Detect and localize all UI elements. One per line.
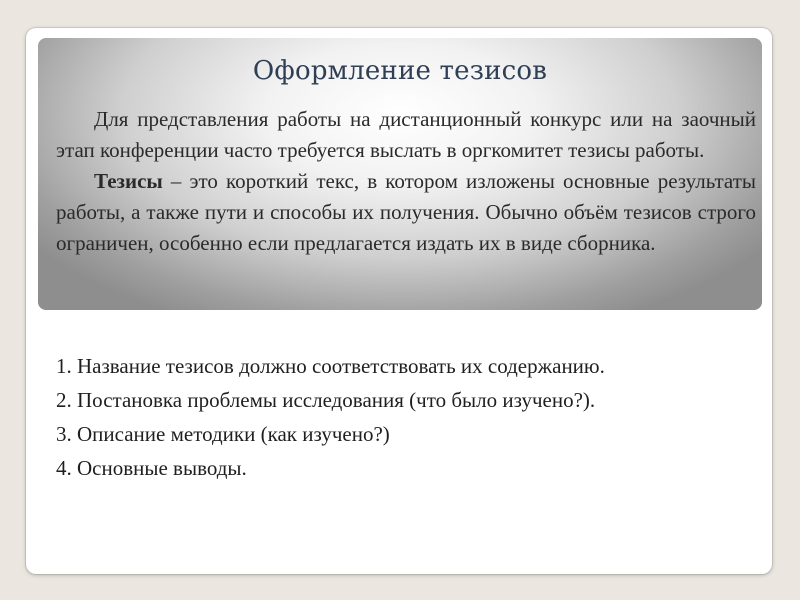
term-theses: Тезисы bbox=[94, 169, 163, 193]
list-item: 1. Название тезисов должно соответствовать их содержанию. bbox=[56, 354, 605, 378]
slide-body bbox=[56, 104, 756, 259]
list-item: 3. Описание методики (как изучено?) bbox=[56, 422, 390, 446]
paragraph-2 bbox=[56, 166, 756, 259]
paragraph-1: Для представления работы на дистанционный конкурс или на заочный этап конференции часто требуется выслать в оргкомитет тезисы работы. bbox=[56, 107, 756, 162]
list-item: 4. Основные выводы. bbox=[56, 456, 247, 480]
requirements-list bbox=[56, 349, 756, 485]
slide-title: Оформление тезисов bbox=[252, 56, 548, 86]
list-item: 2. Постановка проблемы исследования (что было изучено?). bbox=[56, 388, 596, 412]
paragraph-2-text: – это короткий текс, в котором изложены основные результаты работы, а также пути и способы их получения. Обычно объём тезисов строго ограничен, особенно если предлагается издать их в виде сборника. bbox=[56, 169, 756, 255]
